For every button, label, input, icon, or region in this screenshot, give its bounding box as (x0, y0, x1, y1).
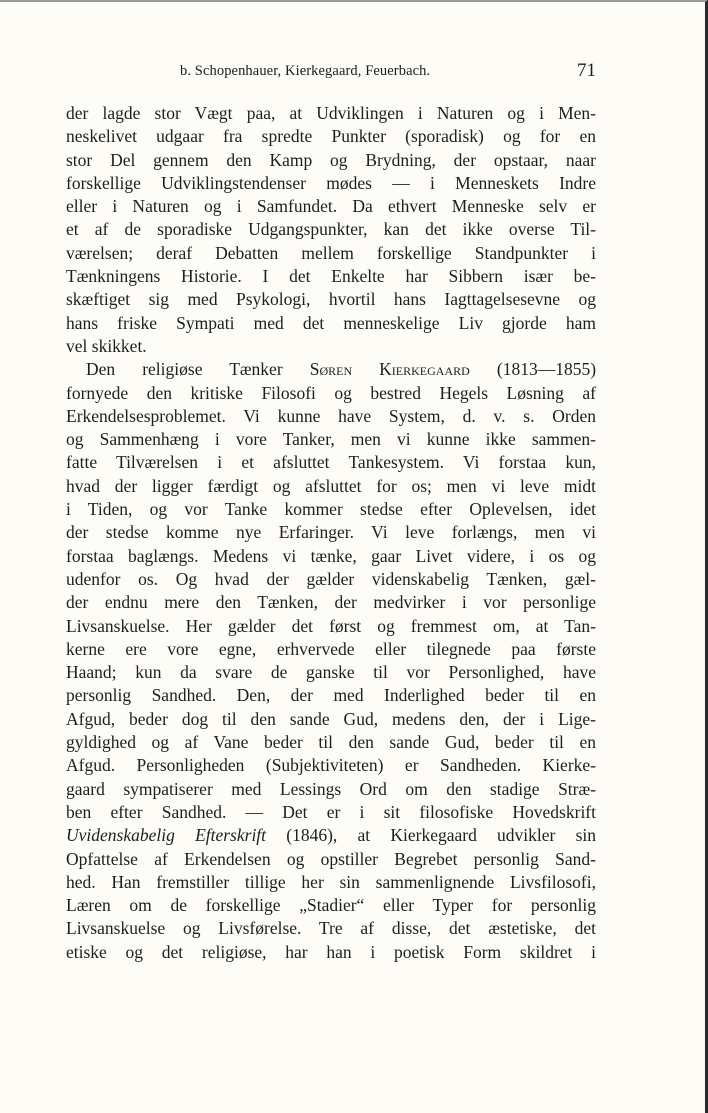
running-title: b. Schopenhauer, Kierkegaard, Feuerbach. (180, 63, 431, 79)
text-line (66, 824, 596, 847)
text-line: hed. Han fremstiller tillige her sin sammenlignende Livsfilosofi, (66, 871, 596, 892)
text-fragment: Den religiøse Tænker (86, 359, 310, 380)
text-line: forstaa baglængs. Medens vi tænke, gaar Livet videre, i os og (66, 545, 596, 566)
text-line: fornyede den kritiske Filosofi og bestred Hegels Løsning af (66, 382, 596, 403)
text-line: Afgud, beder dog til den sande Gud, medens den, der i Lige- (66, 708, 596, 729)
text-line: kerne ere vore egne, erhvervede eller tilegnede paa første (66, 638, 596, 659)
text-line: Erkendelsesproblemet. Vi kunne have System, d. v. s. Orden (66, 405, 596, 426)
text-line: værelsen; deraf Debatten mellem forskellige Standpunkter i (66, 242, 596, 263)
text-line: neskelivet udgaar fra spredte Punkter (sporadisk) og for en (66, 126, 596, 147)
text-line: der lagde stor Vægt paa, at Udviklingen i Naturen og i Men- (66, 103, 596, 123)
book-title: Uvidenskabelig Efterskrift (66, 825, 267, 846)
text-line: der endnu mere den Tænken, der medvirker i vor personlige (66, 592, 596, 613)
body-text (66, 102, 596, 964)
text-line: etiske og det religiøse, har han i poetisk Form skildret i (66, 941, 596, 962)
text-fragment: (1846), at Kierkegaard udvikler sin (266, 825, 596, 846)
text-line: stor Del gennem den Kamp og Brydning, der opstaar, naar (66, 149, 596, 170)
text-line: skæftiget sig med Psykologi, hvortil hans Iagttagelsesevne og (66, 289, 596, 310)
text-line: et af de sporadiske Udgangspunkter, kan det ikke overse Til- (66, 219, 596, 240)
text-line: vel skikket. (66, 335, 147, 356)
text-line: i Tiden, og vor Tanke kommer stedse efter Oplevelsen, idet (66, 499, 596, 520)
text-line: Læren om de forskellige „Stadier“ eller Typer for personlig (66, 895, 596, 916)
text-line: gyldighed og af Vane beder til den sande Gud, beder til en (66, 732, 596, 753)
text-line: eller i Naturen og i Samfundet. Da ethvert Menneske selv er (66, 196, 596, 217)
text-line: personlig Sandhed. Den, der med Inderlighed beder til en (66, 685, 596, 706)
text-line: Livsanskuelse og Livsførelse. Tre af disse, det æstetiske, det (66, 918, 596, 939)
text-line: Tænkningens Historie. I det Enkelte har Sibbern især be- (66, 266, 596, 287)
text-line: Opfattelse af Erkendelsen og opstiller Begrebet personlig Sand- (66, 848, 596, 869)
text-line: fatte Tilværelsen i et afsluttet Tankesystem. Vi forstaa kun, (66, 452, 596, 473)
text-line: udenfor os. Og hvad der gælder videnskabelig Tænken, gæl- (66, 568, 596, 589)
text-line: Afgud. Personligheden (Subjektiviteten) er Sandheden. Kierke- (66, 755, 596, 776)
text-line: og Sammenhæng i vore Tanker, men vi kunne ikke sammen- (66, 429, 596, 450)
text-line: forskellige Udviklingstendenser mødes — i Menneskets Indre (66, 172, 596, 193)
text-line: der stedse komme nye Erfaringer. Vi leve forlængs, men vi (66, 522, 596, 543)
author-name: Søren Kierkegaard (309, 359, 470, 380)
text-line: gaard sympatiserer med Lessings Ord om den stadige Stræ- (66, 778, 596, 799)
text-line: hvad der ligger færdigt og afsluttet for os; men vi leve midt (66, 475, 596, 496)
page-number: 71 (577, 60, 596, 81)
text-fragment: (1813—1855) (469, 359, 596, 380)
text-line: hans friske Sympati med det menneskelige Liv gjorde ham (66, 312, 596, 333)
text-line: Livsanskuelse. Her gælder det først og fremmest om, at Tan- (66, 615, 596, 636)
text-line: Haand; kun da svare de ganske til vor Personlighed, have (66, 662, 596, 683)
running-header (64, 60, 596, 83)
text-line-paragraph-start (66, 358, 596, 381)
text-line: ben efter Sandhed. — Det er i sit filosofiske Hovedskrift (66, 801, 596, 822)
